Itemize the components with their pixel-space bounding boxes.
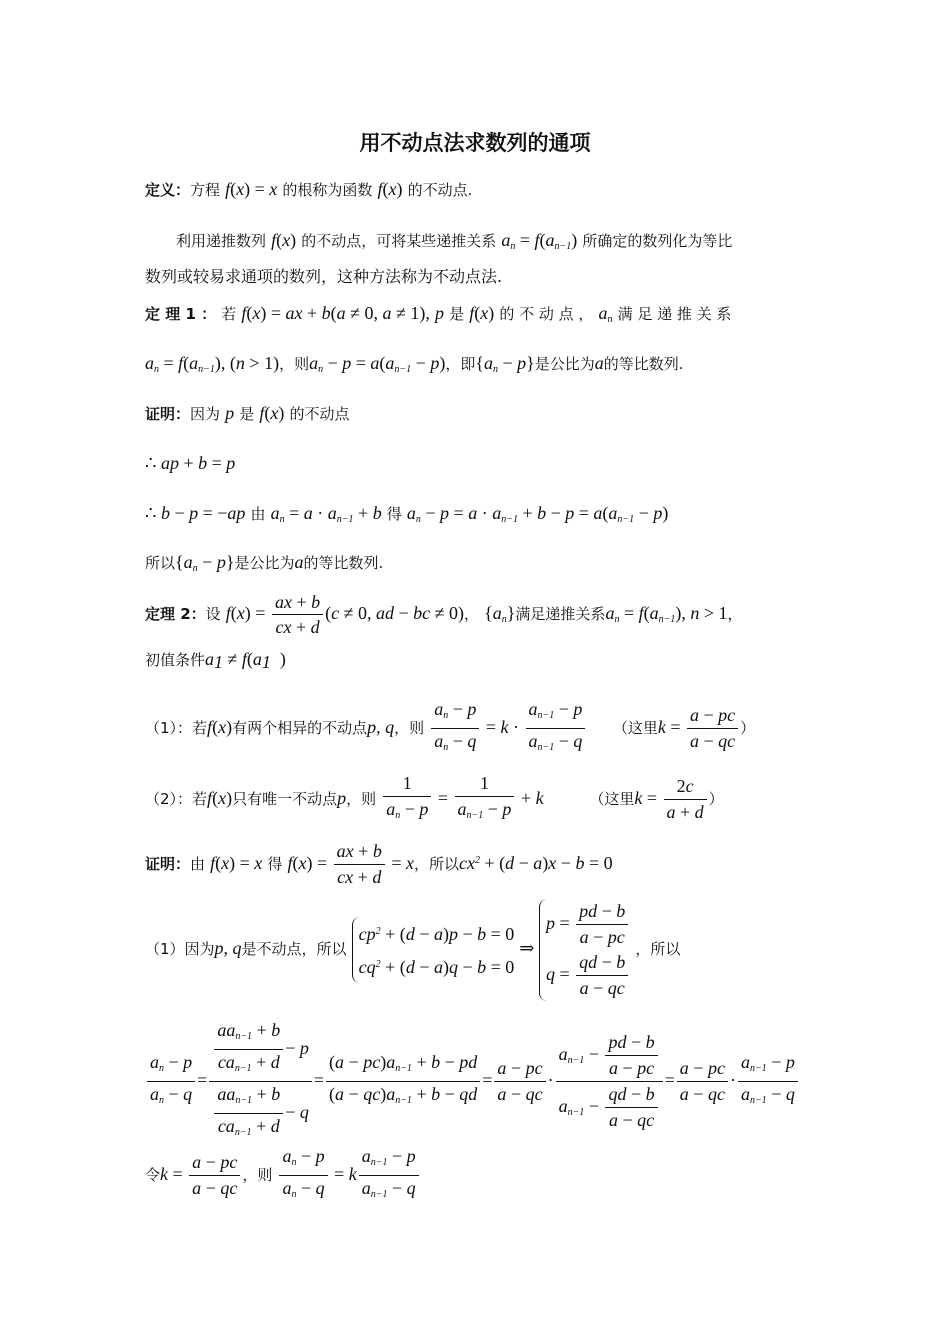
theorem2-case-1: （1）：若f(x)有两个相异的不动点p, q，则 $\frac{a_n - p}{a_n - q}$ = k · $\frac{a_{n-1} - p}{a_{n-1} - q}$ （这里k = $\frac{a - pc}{a - qc}$ ） [145,699,756,753]
intro-line-2: 数列或较易求通项的数列，这种方法称为不动点法. [145,267,503,286]
theorem2-line-1: 定理 2：设 f(x) = $\frac{ax + b}{cx + d}$ (c ≠ 0, ad − bc ≠ 0)， $\{a_n\}$满足递推关系$a_n = f(a_{n-1})$, n > 1， [145,592,743,637]
page-title: 用不动点法求数列的通项 [359,130,591,155]
theorem2-label: 定理 2： [145,605,206,623]
theorem1-line-2: $a_n = f(a_{n-1})$, (n > 1)，则$a_n - p = a(a_{n-1} - p)$，即$\{a_n - p\}$是公比为a的等比数列. [145,353,684,375]
theorem2-line-2: 初值条件$a_1 \ne f(a_1$ ) [145,649,286,672]
theorem1-label: 定 理 1 ： [145,305,217,323]
intro-line-1: 利用递推数列 f(x) 的不动点，可将某些递推关系 $a_n = f(a_{n-1})$ 所确定的数列化为等比 [176,230,733,252]
proof1-line-3: ∴ b − p = −ap 由 $a_n = a \cdot a_{n-1} + b$ 得 $a_n - p = a \cdot a_{n-1} + b - p = a(a_{n-1} - p)$ [145,503,669,525]
definition-line: 定义：方程 f(x) = x 的根称为函数 f(x) 的不动点. [145,179,473,199]
proof2-let-k: 令k = $\frac{a - pc}{a - qc}$ ，则 $\frac{a_n - p}{a_n - q}$ = k $\frac{a_{n-1} - p}{a_{n-1} - q}$ [145,1144,421,1207]
theorem2-case-2: （2）：若f(x)只有唯一不动点p，则 $\frac{1}{a_n - p}$ = $\frac{1}{a_{n-1} - p}$ + k （这里k = $\frac{2c}{a + d}$ ） [145,773,724,822]
proof1-line-1: 证明：因为 p 是 f(x) 的不动点 [145,403,350,423]
proof1-line-4: 所以$\{a_n - p\}$是公比为a的等比数列. [145,552,384,574]
proof2-line-2: （1）因为p, q是不动点，所以 $cp^2 + (d - a)p - b = 0$ $cq^2 + (d - a)q - b = 0$ ⇒ p = $\frac{pd - b}{a - pc}$ q = $\frac{qd - b}{a - qc}$ ，所以 [145,893,680,1004]
theorem1-line-1: 定 理 1 ： 若 f(x) = ax + b(a ≠ 0, a ≠ 1), p 是 f(x) 的 不 动 点 ， $a_n$ 满 足 递 推 关 系 [145,303,732,325]
proof2-big-equation: $\frac{a_n - p}{a_n - q}$ = $\frac{aa_{n-1} + b}{ca_{n-1} + d}$ − p $\frac{aa_{n-1} + b}{ca_{n-1} + d}$ − q = $\frac{(a - pc)a_{n-1} + b - pd}{(a - qc)a_{n-1} + b - qd}$ = $\frac{a - pc}{a - qc}$ · $a_{n-1}$ − $\frac{pd - b}{a - pc}$ $a_{n-1}$ − $\frac{qd - b}{a - qc}$ = $\frac{a - pc}{a - qc}$ · $\frac{a_{n-1} - p}{a_{n-1} - q}$ [145,1018,800,1145]
proof2-line-1: 证明：由 f(x) = x 得 f(x) = $\frac{ax + b}{cx + d}$ = x，所以$cx^2 + (d - a)x - b = 0$ [145,841,613,887]
proof2-label: 证明： [145,855,191,873]
proof1-line-2: ∴ ap + b = p [145,453,236,473]
proof1-label: 证明： [145,405,191,423]
definition-label: 定义： [145,181,191,199]
